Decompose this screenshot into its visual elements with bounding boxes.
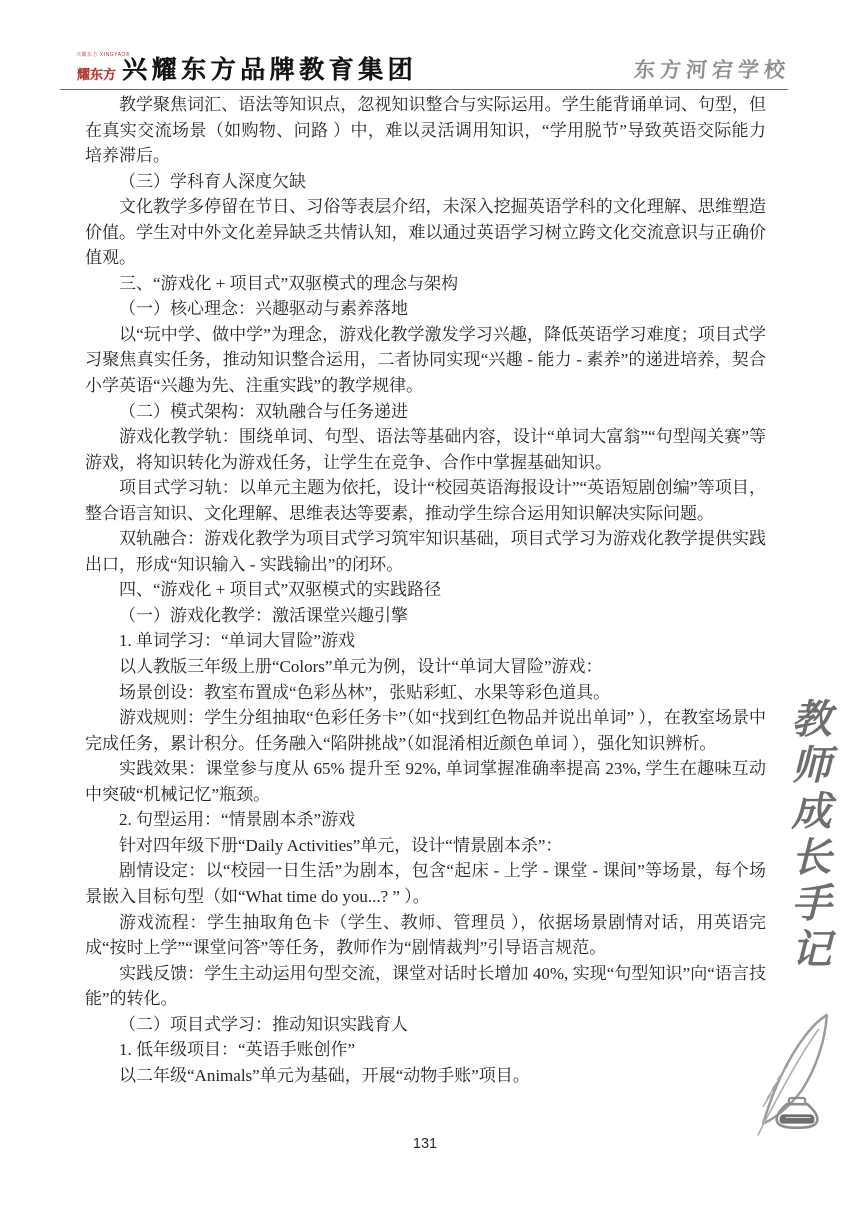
paragraph: 实践反馈：学生主动运用句型交流，课堂对话时长增加 40%, 实现“句型知识”向“语言技能”的转化。 bbox=[85, 963, 766, 1009]
paragraph: （二）项目式学习：推动知识实践育人 bbox=[119, 1014, 408, 1034]
paragraph: （二）模式架构：双轨融合与任务递进 bbox=[119, 401, 408, 421]
header-divider bbox=[60, 89, 788, 90]
brand-title: 兴耀东方品牌教育集团 bbox=[122, 57, 418, 84]
paragraph: 四、“游戏化 + 项目式”双驱模式的实践路径 bbox=[119, 580, 442, 600]
logo-characters: 耀东方 bbox=[77, 67, 117, 82]
calligraphy-watermark: 教师成长手记 bbox=[786, 698, 831, 974]
paragraph: 以人教版三年级上册“Colors”单元为例，设计“单词大冒险”游戏： bbox=[119, 657, 603, 677]
paragraph: 项目式学习轨：以单元主题为依托，设计“校园英语海报设计”“英语短剧创编”等项目，整合语言知识、文化理解、思维表达等要素，推动学生综合运用知识解决实际问题。 bbox=[85, 478, 766, 523]
paragraph: 针对四年级下册“Daily Activities”单元，设计“情景剧本杀”： bbox=[119, 835, 563, 855]
paragraph: 游戏规则：学生分组抽取“色彩任务卡”（如“找到红色物品并说出单词” ），在教室场景中完成任务，累计积分。任务融入“陷阱挑战”（如混淆相近颜色单词 ），强化知识辨析。 bbox=[85, 708, 766, 753]
paragraph: 双轨融合：游戏化教学为项目式学习筑牢知识基础，项目式学习为游戏化教学提供实践出口，形成“知识输入 - 实践输出”的闭环。 bbox=[85, 529, 766, 574]
paragraph: 以“玩中学、做中学”为理念，游戏化教学激发学习兴趣，降低英语学习难度；项目式学习聚焦真实任务，推动知识整合运用，二者协同实现“兴趣 - 能力 - 素养”的递进培养，契合小学英语“兴趣为先、注重实践”的教学规律。 bbox=[85, 324, 766, 396]
paragraph: 1. 单词学习：“单词大冒险”游戏 bbox=[119, 631, 356, 651]
page-number: 131 bbox=[412, 1136, 438, 1152]
document-body bbox=[85, 92, 766, 1088]
page-header bbox=[60, 48, 790, 88]
paragraph: （一）核心理念：兴趣驱动与素养落地 bbox=[119, 299, 408, 319]
paragraph: 游戏化教学轨：围绕单词、句型、语法等基础内容，设计“单词大富翁”“句型闯关赛”等游戏，将知识转化为游戏任务，让学生在竞争、合作中掌握基础知识。 bbox=[85, 427, 766, 472]
paragraph: 三、“游戏化 + 项目式”双驱模式的理念与架构 bbox=[119, 273, 459, 293]
paragraph: 剧情设定：以“校园一日生活”为剧本，包含“起床 - 上学 - 课堂 - 课间”等场景，每个场景嵌入目标句型（如“What time do you...? ” ）。 bbox=[85, 861, 766, 906]
paragraph: 1. 低年级项目：“英语手账创作” bbox=[119, 1040, 356, 1060]
paragraph: （三）学科育人深度欠缺 bbox=[119, 171, 306, 191]
paragraph: 教学聚焦词汇、语法等知识点，忽视知识整合与实际运用。学生能背诵单词、句型，但在真实交流场景（如购物、问路 ）中，难以灵活调用知识，“学用脱节”导致英语交际能力培养滞后。 bbox=[85, 95, 766, 166]
paragraph: 文化教学多停留在节日、习俗等表层介绍，未深入挖掘英语学科的文化理解、思维塑造价值。学生对中外文化差异缺乏共情认知，难以通过英语学习树立跨文化交流意识与正确价值观。 bbox=[85, 197, 766, 268]
logo-subtext: 兴耀东方 XINGYAO® bbox=[76, 52, 130, 58]
school-name: 东方河宕学校 bbox=[633, 58, 791, 82]
paragraph: 实践效果：课堂参与度从 65% 提升至 92%, 单词掌握准确率提高 23%, 学生在趣味互动中突破“机械记忆”瓶颈。 bbox=[85, 759, 766, 804]
paragraph: 场景创设：教室布置成“色彩丛林”，张贴彩虹、水果等彩色道具。 bbox=[119, 682, 611, 702]
quill-and-ink-icon bbox=[742, 1012, 850, 1140]
paragraph: 游戏流程：学生抽取角色卡（学生、教师、管理员 ），依据场景剧情对话，用英语完成“按时上学”“课堂问答”等任务，教师作为“剧情裁判”引导语言规范。 bbox=[85, 912, 766, 958]
brand-logo-icon bbox=[76, 52, 130, 85]
paragraph: 2. 句型运用：“情景剧本杀”游戏 bbox=[119, 810, 356, 830]
paragraph: （一）游戏化教学：激活课堂兴趣引擎 bbox=[119, 605, 408, 625]
logo-main bbox=[76, 58, 116, 82]
paragraph: 以二年级“Animals”单元为基础，开展“动物手账”项目。 bbox=[119, 1065, 530, 1085]
